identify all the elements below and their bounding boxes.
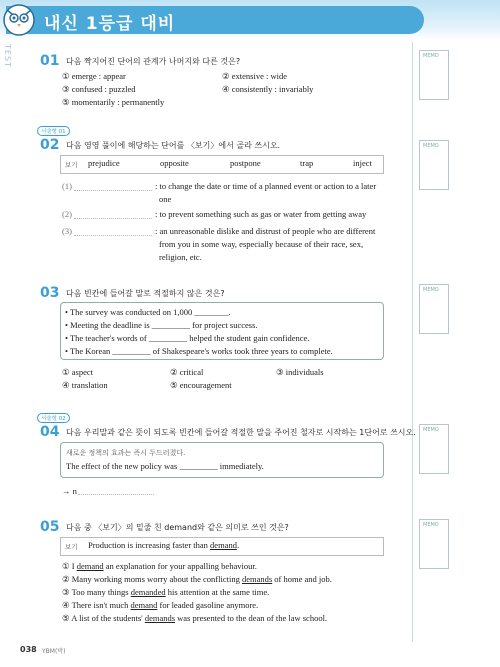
question-number: 01: [40, 53, 60, 69]
bogi-word: postpone: [230, 158, 261, 168]
memo-box[interactable]: MEMO: [419, 519, 449, 569]
owl-logo-icon: [2, 2, 36, 38]
option[interactable]: ① aspect: [62, 367, 93, 377]
sentence: • The teacher's words of _________ helped the student gain confidence.: [65, 333, 310, 343]
memo-box[interactable]: MEMO: [419, 284, 449, 334]
sentence: • The Korean _________ of Shakespeare's works took three years to complete.: [65, 346, 333, 356]
option[interactable]: ② critical: [170, 367, 204, 377]
underlined-word: demand: [210, 540, 237, 550]
definition-cont: religion, etc.: [159, 252, 202, 262]
option[interactable]: ① I demand an explanation for your appalling behaviour.: [62, 561, 257, 571]
essay-tag: 서술형 01: [37, 126, 70, 136]
essay-tag: 서술형 02: [37, 413, 70, 423]
option[interactable]: ④ translation: [62, 380, 108, 390]
item-number: (3): [62, 226, 72, 236]
question-text: 다음 중 〈보기〉의 밑줄 친 demand와 같은 의미로 쓰인 것은?: [66, 523, 289, 532]
memo-divider: [412, 42, 413, 642]
english-sentence: The effect of the new policy was _________ immediately.: [66, 461, 264, 471]
answer-prefix: → n: [62, 486, 77, 496]
option[interactable]: ③ individuals: [276, 367, 324, 377]
option[interactable]: ① emerge : appear: [62, 71, 126, 81]
page-title: 내신 1등급 대비: [44, 14, 176, 34]
korean-sentence: 새로운 정책의 효과는 즉시 두드러졌다.: [66, 449, 186, 457]
option[interactable]: ⑤ momentarily : permanently: [62, 97, 165, 107]
bogi-label: 보기: [65, 543, 78, 551]
option[interactable]: ③ Too many things demanded his attention at the same time.: [62, 587, 270, 597]
answer-blank[interactable]: [74, 190, 152, 191]
option[interactable]: ④ There isn't much demand for leaded gasoline anymore.: [62, 600, 259, 610]
definition: : to change the date or time of a planned event or action to a later: [155, 181, 377, 191]
bogi-sentence: Production is increasing faster than demand.: [88, 540, 240, 550]
book-name: YBM(박): [42, 648, 66, 655]
item-number: (2): [62, 209, 72, 219]
question-number: 02: [40, 137, 60, 153]
question-text: 다음 우리말과 같은 뜻이 되도록 빈칸에 들어갈 적절한 말을 주어진 철자로 시작하는 1단어로 쓰시오.: [66, 428, 416, 437]
option[interactable]: ⑤ A list of the students' demands was presented to the dean of the law school.: [62, 613, 328, 623]
sentence: • The survey was conducted on 1,000 ________.: [65, 307, 231, 317]
question-number: 03: [40, 285, 60, 301]
option[interactable]: ② extensive : wide: [222, 71, 287, 81]
definition-cont: from you in some way, especially because of their race, sex,: [159, 239, 364, 249]
option[interactable]: ④ consistently : invariably: [222, 84, 314, 94]
sentence: • Meeting the deadline is _________ for project success.: [65, 320, 258, 330]
definition-cont: one: [159, 194, 172, 204]
answer-blank[interactable]: [78, 494, 154, 495]
question-number: 05: [40, 519, 60, 535]
answer-blank[interactable]: [74, 235, 152, 236]
bogi-label: 보기: [65, 161, 78, 169]
memo-box[interactable]: MEMO: [419, 424, 449, 474]
bogi-word: inject: [353, 158, 372, 168]
option[interactable]: ② Many working moms worry about the conflicting demands of home and job.: [62, 574, 332, 584]
side-test-label: TEST: [3, 44, 12, 68]
definition: : to prevent something such as gas or water from getting away: [155, 209, 367, 219]
page-number: 038: [20, 645, 37, 654]
option[interactable]: ③ confused : puzzled: [62, 84, 136, 94]
item-number: (1): [62, 181, 72, 191]
question-number: 04: [40, 424, 60, 440]
answer-blank[interactable]: [74, 218, 152, 219]
question-text: 다음 짝지어진 단어의 관계가 나머지와 다른 것은?: [66, 57, 241, 66]
memo-box[interactable]: MEMO: [419, 140, 449, 190]
definition: : an unreasonable dislike and distrust of people who are different: [155, 226, 376, 236]
memo-box[interactable]: MEMO: [419, 50, 449, 100]
bogi-word: opposite: [160, 158, 189, 168]
question-text: 다음 영영 풀이에 해당하는 단어를 〈보기〉에서 골라 쓰시오.: [66, 141, 281, 150]
question-text: 다음 빈칸에 들어갈 말로 적절하지 않은 것은?: [66, 289, 225, 298]
bogi-word: trap: [300, 158, 314, 168]
option[interactable]: ⑤ encouragement: [170, 380, 232, 390]
bogi-word: prejudice: [88, 158, 120, 168]
